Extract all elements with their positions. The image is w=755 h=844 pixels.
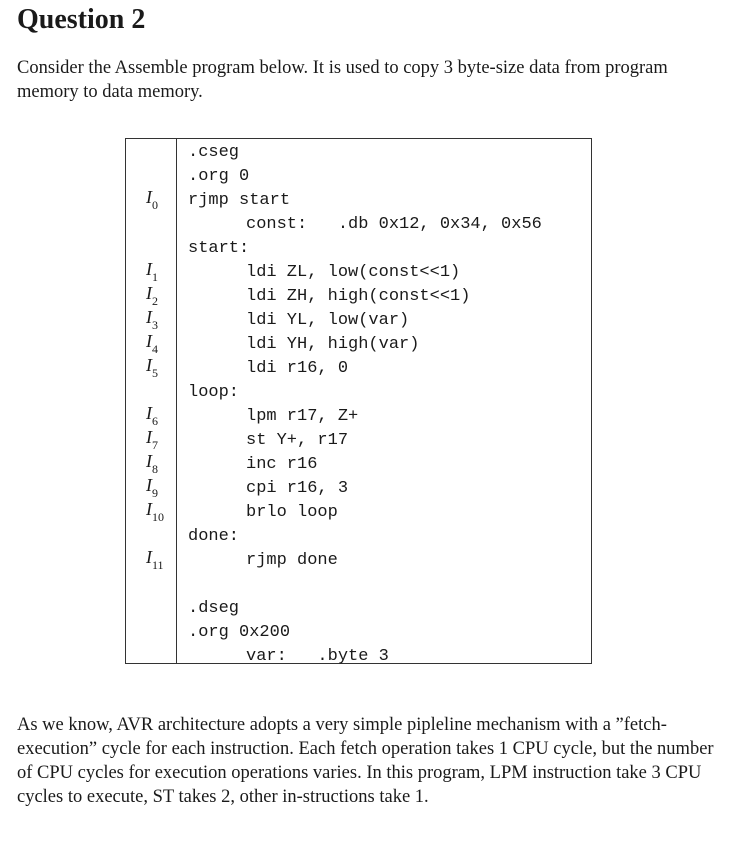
code-line: rjmp done — [246, 551, 338, 570]
intro-paragraph: Consider the Assemble program below. It is used to copy 3 byte-size data from program memory to data memory. — [17, 58, 668, 102]
outro-paragraph: As we know, AVR architecture adopts a very simple pipleline mechanism with a ”fetch-execution” cycle for each instruction. Each fetch operation takes 1 CPU cycle, but the number of CPU cycles for execution operations varies. In this program, LPM instruction take 3 CPU cycles to execute, ST takes 2, other in-structions take 1. — [17, 715, 714, 807]
label-i4: $I_4$ — [146, 331, 158, 356]
label-i3: $I_3$ — [146, 307, 158, 332]
label-i5: $I_5$ — [146, 355, 158, 380]
question-heading: Question 2 — [17, 4, 146, 35]
code-line: .dseg — [188, 599, 240, 618]
label-i11: $I_{11}$ — [146, 547, 164, 572]
code-line: ldi ZL, low(const<<1) — [246, 263, 461, 282]
code-line: const: .db 0x12, 0x34, 0x56 — [246, 215, 542, 234]
code-line: var: .byte 3 — [246, 647, 389, 666]
code-line: .org 0 — [188, 167, 250, 186]
code-line: rjmp start — [188, 191, 291, 210]
code-line: done: — [188, 527, 240, 546]
code-line: brlo loop — [246, 503, 338, 522]
code-line: st Y+, r17 — [246, 431, 349, 450]
label-i6: $I_6$ — [146, 403, 158, 428]
code-line: inc r16 — [246, 455, 318, 474]
code-line: loop: — [188, 383, 240, 402]
code-line: lpm r17, Z+ — [246, 407, 359, 426]
code-line: .org 0x200 — [188, 623, 291, 642]
code-line: cpi r16, 3 — [246, 479, 349, 498]
label-i8: $I_8$ — [146, 451, 158, 476]
column-divider — [176, 139, 177, 663]
code-line: .cseg — [188, 143, 240, 162]
code-line: start: — [188, 239, 250, 258]
label-i1: $I_1$ — [146, 259, 158, 284]
label-i0: $I_0$ — [146, 187, 158, 212]
code-line: ldi r16, 0 — [246, 359, 349, 378]
label-i10: $I_{10}$ — [146, 499, 164, 524]
label-i2: $I_2$ — [146, 283, 158, 308]
code-line: ldi ZH, high(const<<1) — [246, 287, 471, 306]
code-line: ldi YH, high(var) — [246, 335, 420, 354]
code-table — [125, 138, 592, 664]
code-line: ldi YL, low(var) — [246, 311, 410, 330]
label-i9: $I_9$ — [146, 475, 158, 500]
label-i7: $I_7$ — [146, 427, 158, 452]
